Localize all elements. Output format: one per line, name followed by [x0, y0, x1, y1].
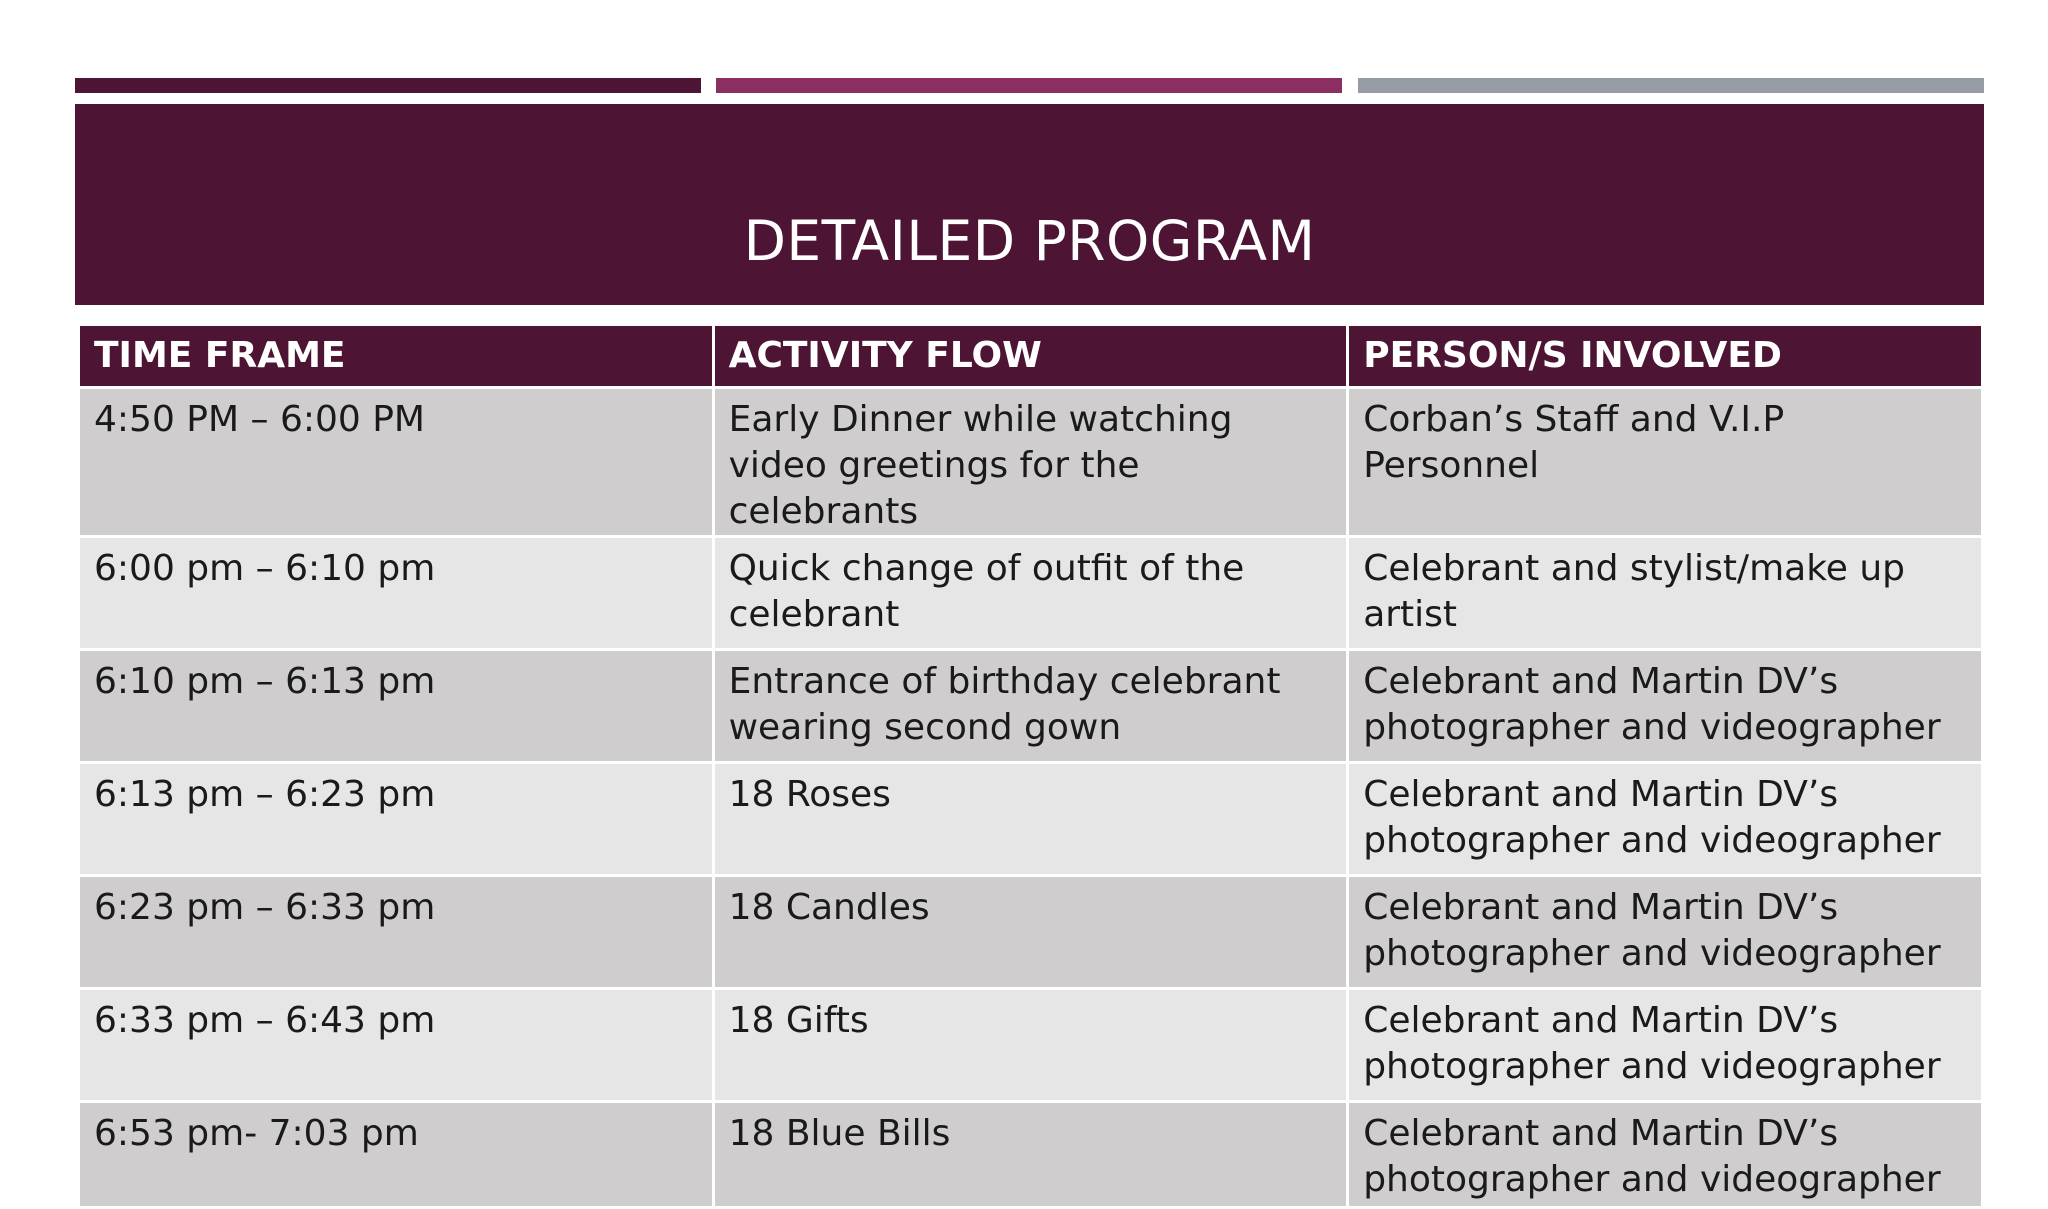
cell-time-frame: 6:33 pm – 6:43 pm	[79, 989, 714, 1102]
cell-activity: 18 Candles	[713, 876, 1348, 989]
cell-persons: Celebrant and Martin DV’s photographer and videographer	[1348, 989, 1983, 1102]
cell-time-frame: 4:50 PM – 6:00 PM	[79, 388, 714, 537]
table-row	[79, 537, 1983, 650]
cell-persons: Celebrant and stylist/make up artist	[1348, 537, 1983, 650]
table-row	[79, 763, 1983, 876]
accent-bar-plum	[75, 78, 701, 93]
cell-activity: 18 Blue Bills	[713, 1102, 1348, 1208]
table-row	[79, 876, 1983, 989]
cell-time-frame: 6:23 pm – 6:33 pm	[79, 876, 714, 989]
cell-time-frame: 6:00 pm – 6:10 pm	[79, 537, 714, 650]
accent-bar-magenta	[716, 78, 1342, 93]
title-band	[75, 104, 1984, 305]
slide-title: DETAILED PROGRAM	[743, 209, 1316, 273]
table-row	[79, 1102, 1983, 1208]
header-time-frame: TIME FRAME	[79, 325, 714, 388]
program-table	[77, 323, 1984, 1209]
cell-persons: Celebrant and Martin DV’s photographer and videographer	[1348, 876, 1983, 989]
header-activity-flow: ACTIVITY FLOW	[713, 325, 1348, 388]
cell-persons: Corban’s Staff and V.I.P Personnel	[1348, 388, 1983, 537]
cell-time-frame: 6:53 pm- 7:03 pm	[79, 1102, 714, 1208]
cell-activity: Quick change of outfit of the celebrant	[713, 537, 1348, 650]
cell-activity: 18 Gifts	[713, 989, 1348, 1102]
table-header-row	[79, 325, 1983, 388]
table-row	[79, 650, 1983, 763]
cell-activity: Entrance of birthday celebrant wearing second gown	[713, 650, 1348, 763]
table-row	[79, 388, 1983, 537]
accent-bar-gray	[1358, 78, 1984, 93]
cell-persons: Celebrant and Martin DV’s photographer and videographer	[1348, 650, 1983, 763]
cell-persons: Celebrant and Martin DV’s photographer and videographer	[1348, 1102, 1983, 1208]
cell-time-frame: 6:13 pm – 6:23 pm	[79, 763, 714, 876]
cell-time-frame: 6:10 pm – 6:13 pm	[79, 650, 714, 763]
cell-persons: Celebrant and Martin DV’s photographer and videographer	[1348, 763, 1983, 876]
table-row	[79, 989, 1983, 1102]
cell-activity: 18 Roses	[713, 763, 1348, 876]
cell-activity: Early Dinner while watching video greetings for the celebrants	[713, 388, 1348, 537]
header-persons-involved: PERSON/S INVOLVED	[1348, 325, 1983, 388]
